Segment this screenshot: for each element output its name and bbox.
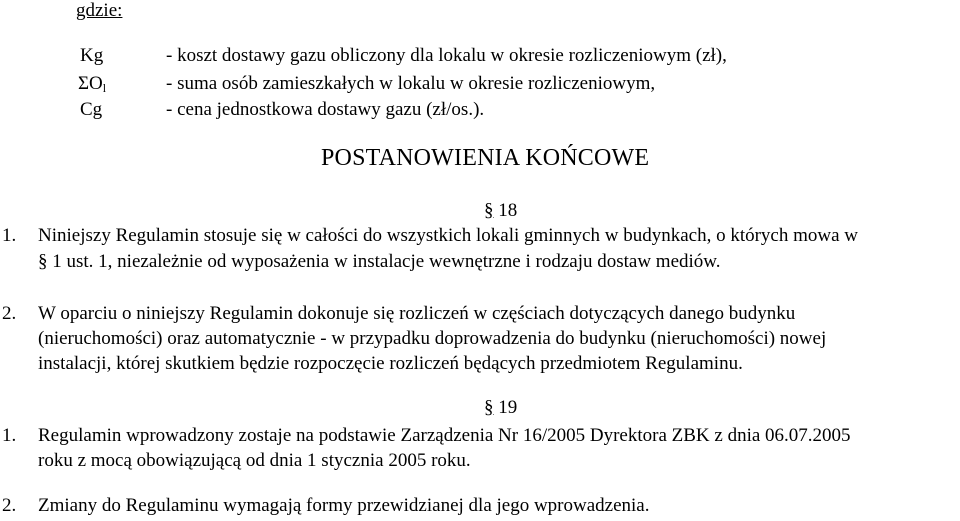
text-line: (nieruchomości) oraz automatycznie - w przypadku doprowadzenia do budynku (nieruchomości) nowej <box>38 328 827 349</box>
text-line: Zmiany do Regulaminu wymagają formy przewidzianej dla jego wprowadzenia. <box>38 495 650 516</box>
text-line: W oparciu o niniejszy Regulamin dokonuje się rozliczeń w częściach dotyczących danego budynku <box>38 303 796 324</box>
text-line: instalacji, której skutkiem będzie rozpoczęcie rozliczeń będących przedmiotem Regulaminu. <box>38 353 743 374</box>
legend-symbol: Kg <box>80 45 104 66</box>
text-line: § 1 ust. 1, niezależnie od wyposażenia w instalacje wewnętrzne i rodzaju dostaw mediów. <box>38 251 721 272</box>
item-number: 1. <box>2 425 17 446</box>
paragraph-sign: § <box>484 200 494 221</box>
legend-description: - cena jednostkowa dostawy gazu (zł/os.). <box>166 99 485 120</box>
legend-symbol: Cg <box>80 99 103 120</box>
paragraph-number: 19 <box>498 397 518 418</box>
legend-description: - suma osób zamieszkałych w lokalu w okresie rozliczeniowym, <box>166 73 656 94</box>
item-number: 2. <box>2 495 17 516</box>
paragraph-heading-18 <box>484 200 517 222</box>
paragraph-number: 18 <box>498 200 518 221</box>
text-line: Regulamin wprowadzony zostaje na podstawie Zarządzenia Nr 16/2005 Dyrektora ZBK z dnia 06.07.2005 <box>38 425 851 446</box>
text-line: Niniejszy Regulamin stosuje się w całości do wszystkich lokali gminnych w budynkach, o których mowa w <box>38 225 859 246</box>
text-line: roku z mocą obowiązującą od dnia 1 stycznia 2005 roku. <box>38 450 471 471</box>
item-number: 1. <box>2 225 17 246</box>
paragraph-heading-19 <box>484 397 517 419</box>
legend-description: - koszt dostawy gazu obliczony dla lokalu w okresie rozliczeniowym (zł), <box>166 45 727 66</box>
item-number: 2. <box>2 303 17 324</box>
gdzie-label: gdzie: <box>76 0 123 21</box>
legend-symbol: $\Sigma O_l$ <box>78 73 107 95</box>
paragraph-sign: § <box>484 397 494 418</box>
section-title: POSTANOWIENIA KOŃCOWE <box>321 145 650 171</box>
